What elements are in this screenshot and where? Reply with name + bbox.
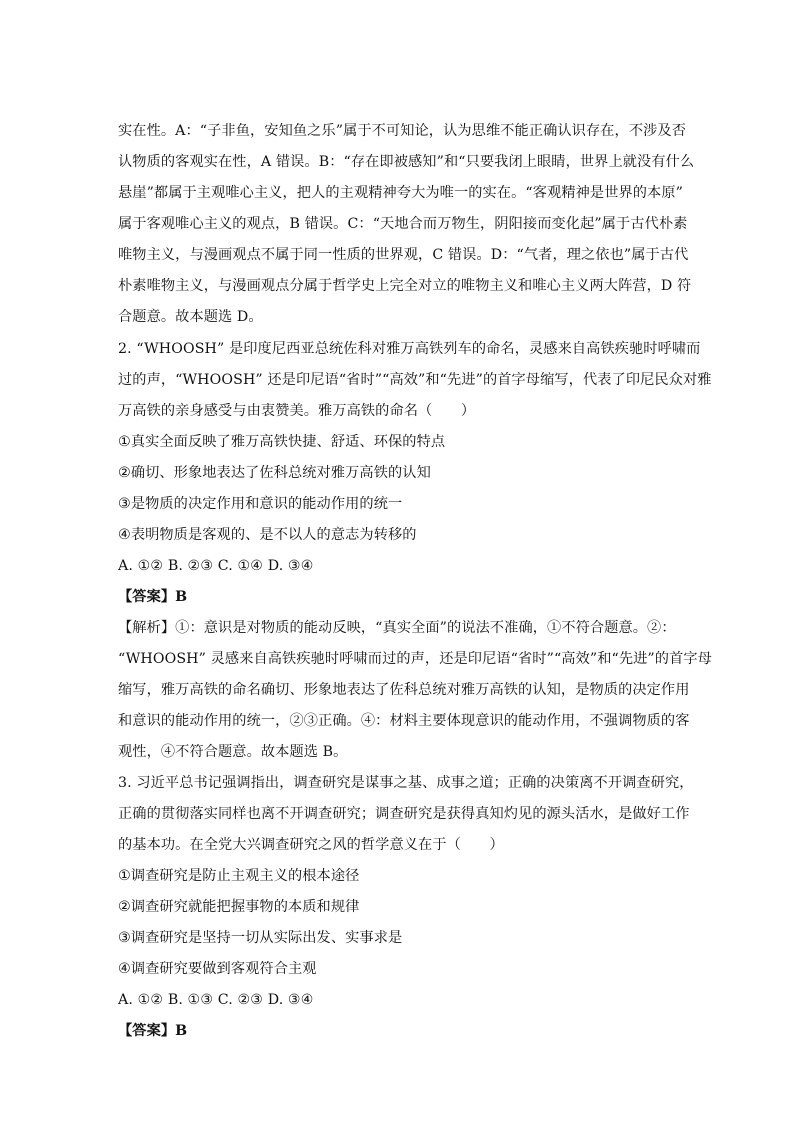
question-3-answer: 【答案】B	[118, 1023, 188, 1039]
text-line: 悬崖”都属于主观唯心主义，把人的主观精神夸大为唯一的实在。“客观精神是世界的本原”	[118, 185, 683, 201]
question-2-stem: 2. “WHOOSH” 是印度尼西亚总统佐科对雅万高铁列车的命名，灵感来自高铁疾驰时呼啸而	[118, 341, 701, 357]
question-2-stem: 过的声，“WHOOSH” 还是印尼语“省时”“高效”和“先进”的首字母缩写，代表了印尼民众对雅	[118, 372, 712, 388]
text-line: 认物质的客观实在性，A 错误。B：“存在即被感知”和“只要我闭上眼睛，世界上就没有什么	[118, 154, 695, 170]
text-line: 合题意。故本题选 D。	[118, 309, 263, 325]
question-2-option: ②确切、形象地表达了佐科总统对雅万高铁的认知	[118, 465, 431, 481]
question-2-choices: A. ①② B. ②③ C. ①④ D. ③④	[118, 558, 314, 574]
text-line: 属于客观唯心主义的观点，B 错误。C：“天地合而万物生，阴阳接而变化起”属于古代朴素	[118, 216, 688, 232]
question-2-analysis: 观性，④不符合题意。故本题选 B。	[118, 744, 348, 760]
question-2-analysis: 和意识的能动作用的统一，②③正确。④：材料主要体现意识的能动作用，不强调物质的客	[118, 713, 690, 729]
question-2-option: ③是物质的决定作用和意识的能动作用的统一	[118, 496, 403, 512]
question-2-analysis: 缩写，雅万高铁的命名确切、形象地表达了佐科总统对雅万高铁的认知，是物质的决定作用	[118, 682, 690, 698]
question-3-option: ③调查研究是坚持一切从实际出发、实事求是	[118, 930, 403, 946]
question-3-stem: 3. 习近平总书记强调指出，调查研究是谋事之基、成事之道；正确的决策离不开调查研究，	[118, 775, 694, 791]
question-2-stem: 万高铁的亲身感受与由衷赞美。雅万高铁的命名（ ）	[118, 403, 476, 419]
question-2-answer: 【答案】B	[118, 589, 188, 605]
question-3-choices: A. ①② B. ①③ C. ②③ D. ③④	[118, 992, 314, 1008]
question-3-option: ①调查研究是防止主观主义的根本途径	[118, 868, 360, 884]
question-2-option: ④表明物质是客观的、是不以人的意志为转移的	[118, 527, 417, 543]
text-line: 实在性。A：“子非鱼，安知鱼之乐”属于不可知论，认为思维不能正确认识存在，不涉及否	[118, 123, 686, 139]
text-line: 朴素唯物主义，与漫画观点分属于哲学史上完全对立的唯物主义和唯心主义两大阵营，D 符	[118, 278, 692, 294]
question-3-stem: 的基本功。在全党大兴调查研究之风的哲学意义在于（ ）	[118, 837, 504, 853]
text-line: 唯物主义，与漫画观点不属于同一性质的世界观，C 错误。D：“气者，理之依也”属于古代	[118, 247, 689, 263]
question-3-stem: 正确的贯彻落实同样也离不开调查研究；调查研究是获得真知灼见的源头活水，是做好工作	[118, 806, 690, 822]
question-2-analysis: “WHOOSH” 灵感来自高铁疾驰时呼啸而过的声，还是印尼语“省时”“高效”和“先进”的首字母	[118, 651, 712, 667]
question-3-option: ④调查研究要做到客观符合主观	[118, 961, 317, 977]
question-2-analysis: 【解析】①：意识是对物质的能动反映，“真实全面”的说法不准确，①不符合题意。②：	[118, 620, 676, 636]
question-3-option: ②调查研究就能把握事物的本质和规律	[118, 899, 360, 915]
question-2-option: ①真实全面反映了雅万高铁快捷、舒适、环保的特点	[118, 434, 446, 450]
